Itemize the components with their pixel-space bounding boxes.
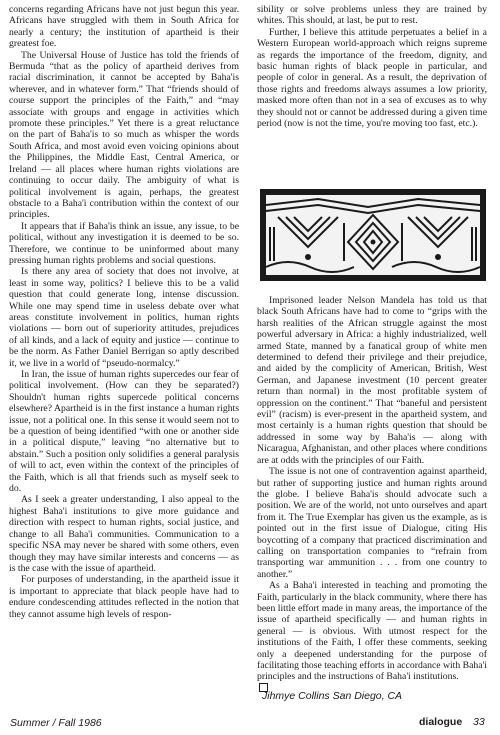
paragraph: For purposes of understanding, in the apartheid issue it is important to appreciate that black people have had to endure condescending attitudes reflected in the notion that they cannot assume high levels of respon-	[9, 574, 239, 620]
paragraph: It appears that if Baha'is think an issue, any issue, to be political, without any investigation it is deemed to be so. Therefore, we continue to be uninformed about many pressing human rights problems and social questions.	[9, 220, 239, 266]
author-signature: Jihmye Collins San Diego, CA	[262, 690, 403, 702]
paragraph: Further, I believe this attitude perpetuates a belief in a Western European world-approach which reigns supreme as regards the importance of the freedom, dignity, and basic human rights of black people in particular, and people of color in general. As a result, the deprivation of those rights and freedoms always assumes a low priority, masked more often than not in a sea of excuses as to why they should not or cannot be addressed during a given time period (now is not the time, you're moving too fast, etc.).	[257, 26, 487, 130]
footer-magazine: dialogue	[419, 716, 463, 728]
right-column-top	[257, 4, 487, 129]
decorative-woodcut-icon	[258, 187, 488, 283]
paragraph: sibility or solve problems unless they are trained by whites. This should, at last, be put to rest.	[257, 4, 487, 27]
paragraph: Is there any area of society that does not involve, at least in some way, politics? I believe this to be a valid question that could generate long, intense discussion. While one may spend time in useless debate over what areas constitute involvement in politics, human rights violations — born out of superiority attitudes, prejudices of all kinds, and a lack of equity and justice — continue to be the norm. As Father Daniel Berrigan so aptly described it, we live in a world of “pseudo-normalcy.”	[9, 266, 239, 369]
right-column-bottom	[257, 295, 487, 694]
paragraph: In Iran, the issue of human rights supercedes our fear of political involvement. (How can they be separated?) Shouldn't human rights supercede political concerns elsewhere? Apartheid is in the first instance a human rights issue, not a political one. In this sense it would seem not to be a question of being identified “with one or another side in a political dispute,” leaving “no alternative but to abstain.” Such a position only solidifies a general paralysis of will to act, even within the context of the principles of the Faith, which is all that friends such as myself seek to do.	[9, 369, 239, 495]
page-number: 33	[473, 716, 485, 728]
paragraph: concerns regarding Africans have not just begun this year. Africans have struggled with them in South Africa for nearly a century; the institution of apartheid is their greatest foe.	[9, 4, 239, 50]
footer-issue: Summer / Fall 1986	[10, 717, 102, 729]
paragraph: As I seek a greater understanding, I also appeal to the highest Baha'i institutions to give more guidance and direction with respect to human rights, social justice, and change to all Baha'i communities. Communication to a specific NSA may never be shared with some others, even though they may have similar interests and concerns — as is the case with the issue of apartheid.	[9, 494, 239, 574]
paragraph: The Universal House of Justice has told the friends of Bermuda “that as the policy of apartheid derives from racial discrimination, it cannot be accepted by Baha'is wherever, and in whatever form.” That “friends should of course support the principles of the Faith,” and “may associate with groups and engage in activities which promote these principles.” Yet there is a great reluctance on the part of Baha'is to so much as whisper the words South Africa, and most avoid even voicing opinions about the Philippines, the Middle East, Central America, or Ireland — all places where human rights violations are continuing to occur daily. The ambiguity of what is political involvement is again, perhaps, the greatest obstacle to a Baha'i contribution within the context of our principles.	[9, 49, 239, 221]
paragraph: The issue is not one of contravention against apartheid, but rather of supporting justice and human rights around the globe. I believe Baha'is should advocate such a position. We are of the world, not unto ourselves and apart from it. The True Exemplar has given us the example, as is pointed out in the first issue of Dialogue, citing His boycotting of a company that practiced discrimination and calling on transportation companies to “refrain from transporting war ammunition . . . from one country to another.”	[257, 466, 487, 580]
left-column	[9, 4, 239, 620]
paragraph: As a Baha'i interested in teaching and promoting the Faith, particularly in the black community, where there has been little effort made in many areas, the importance of the issue of apartheid specifically — and human rights in general — is obvious. With utmost respect for the institutions of the Faith, I offer these comments, seeking only a deepened understanding for the purpose of facilitating those teaching efforts in accordance with Baha'i principles and the instructions of Baha'i institutions.	[257, 580, 487, 683]
paragraph: Imprisoned leader Nelson Mandela has told us that black South Africans have had to come to “grips with the harsh realities of the African struggle against the most powerful adversary in Africa: a highly industrialized, well armed State, manned by a fanatical group of white men determined to defend their privilege and their prejudice, and aided by the complicity of American, British, West German, and Japanese investment (10 percent greater return than normal) in the most profitable system of oppression on the continent.” That “baneful and persistent evil” (racism) is ever-present in the apartheid system, and most certainly is a human rights question that should be addressed in some way by Baha'is — along with Nicaragua, Afghanistan, and other places where conditions are at odds with the principles of our Faith.	[257, 295, 487, 466]
